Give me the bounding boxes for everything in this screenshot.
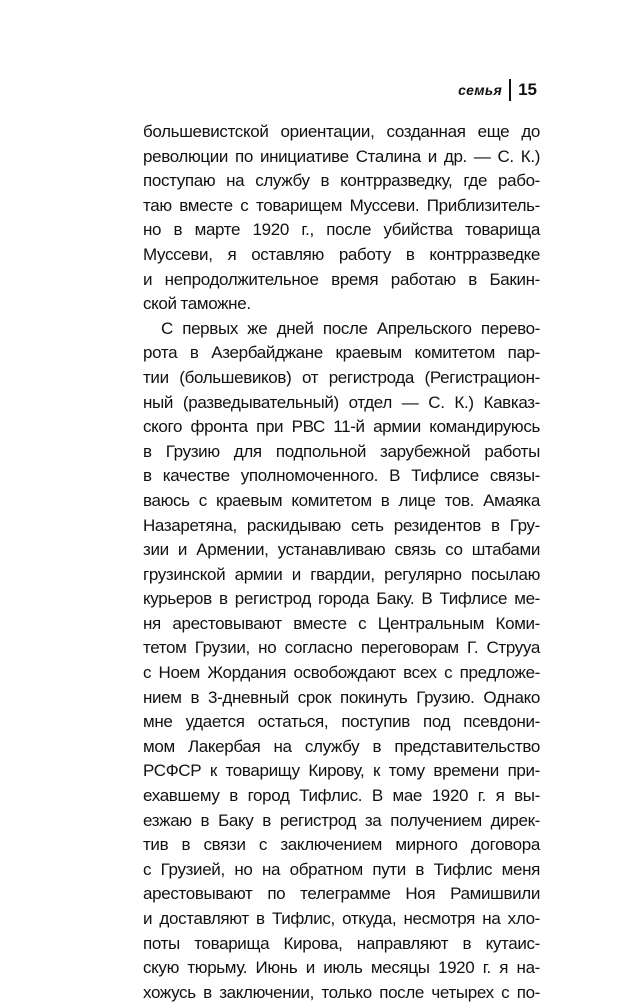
text-line: в качестве уполномоченного. В Тифлисе связы-	[143, 466, 540, 486]
text-line: и непродолжительное время работаю в Бакин-	[143, 269, 540, 289]
text-line: таю вместе с товарищем Муссеви. Приблизитель-	[143, 195, 540, 215]
running-header-section-name: семья	[458, 82, 503, 98]
text-line: курьеров в регистрод города Баку. В Тифлисе ме-	[143, 589, 540, 609]
text-line: арестовывают по телеграмме Ноя Рамишвили	[143, 884, 540, 904]
text-line: тив в связи с заключением мирного договора	[143, 835, 540, 855]
text-line: грузинской армии и гвардии, регулярно посылаю	[143, 564, 540, 584]
text-line: ского фронта при РВС 11-й армии командируюсь	[143, 417, 540, 437]
text-line: ской таможне.	[143, 294, 251, 314]
text-line: хожусь в заключении, только после четырех с по-	[143, 982, 540, 1002]
text-line: ехавшему в город Тифлис. В мае 1920 г. я вы-	[143, 786, 540, 806]
text-line: ня арестовывают вместе с Центральным Коми-	[143, 613, 540, 633]
text-line: с Грузией, но на обратном пути в Тифлис меня	[143, 859, 540, 879]
text-line: тетом Грузии, но согласно переговорам Г. Струуа	[143, 638, 540, 658]
text-line: ваюсь с краевым комитетом в лице тов. Амаяка	[143, 490, 540, 510]
text-line: ный (разведывательный) отдел — С. К.) Кавказ-	[143, 392, 540, 412]
text-line: поты товарища Кирова, направляют в кутаис-	[143, 933, 540, 953]
page-body-text	[143, 120, 540, 1005]
text-line: С первых же дней после Апрельского перево-	[161, 318, 540, 338]
text-line: РСФСР к товарищу Кирову, к тому времени при-	[143, 761, 540, 781]
text-line: мне удается остаться, поступив под псевдони-	[143, 712, 540, 732]
text-line: революции по инициативе Сталина и др. — С. К.)	[143, 146, 540, 166]
text-line: мом Лакербая на службу в представительство	[143, 736, 540, 756]
text-line: тии (большевиков) от регистрода (Регистрацион-	[143, 367, 540, 387]
text-line: и доставляют в Тифлис, откуда, несмотря на хло-	[143, 909, 540, 928]
text-line: но в марте 1920 г., после убийства товарища	[143, 220, 540, 240]
text-line: с Ноем Жордания освобождают всех с предложе-	[143, 663, 540, 683]
text-line: в Грузию для подпольной зарубежной работы	[143, 441, 540, 461]
text-line: Назаретяна, раскидываю сеть резидентов в Гру-	[143, 515, 540, 535]
text-line: большевистской ориентации, созданная еще до	[143, 122, 540, 141]
running-header	[458, 79, 537, 101]
text-line: нием в 3-дневный срок покинуть Грузию. Однако	[143, 687, 540, 707]
text-line: езжаю в Баку в регистрод за получением дирек-	[143, 810, 540, 830]
running-header-divider	[509, 79, 511, 101]
text-line: рота в Азербайджане краевым комитетом пар-	[143, 343, 540, 363]
text-line: скую тюрьму. Июнь и июль месяцы 1920 г. я на-	[143, 958, 540, 978]
text-line: поступаю на службу в контрразведку, где рабо-	[143, 171, 540, 191]
text-line: зии и Армении, устанавливаю связь со штабами	[143, 540, 540, 560]
page-number: 15	[518, 80, 537, 99]
text-line: Муссеви, я оставляю работу в контрразведке	[143, 244, 540, 264]
